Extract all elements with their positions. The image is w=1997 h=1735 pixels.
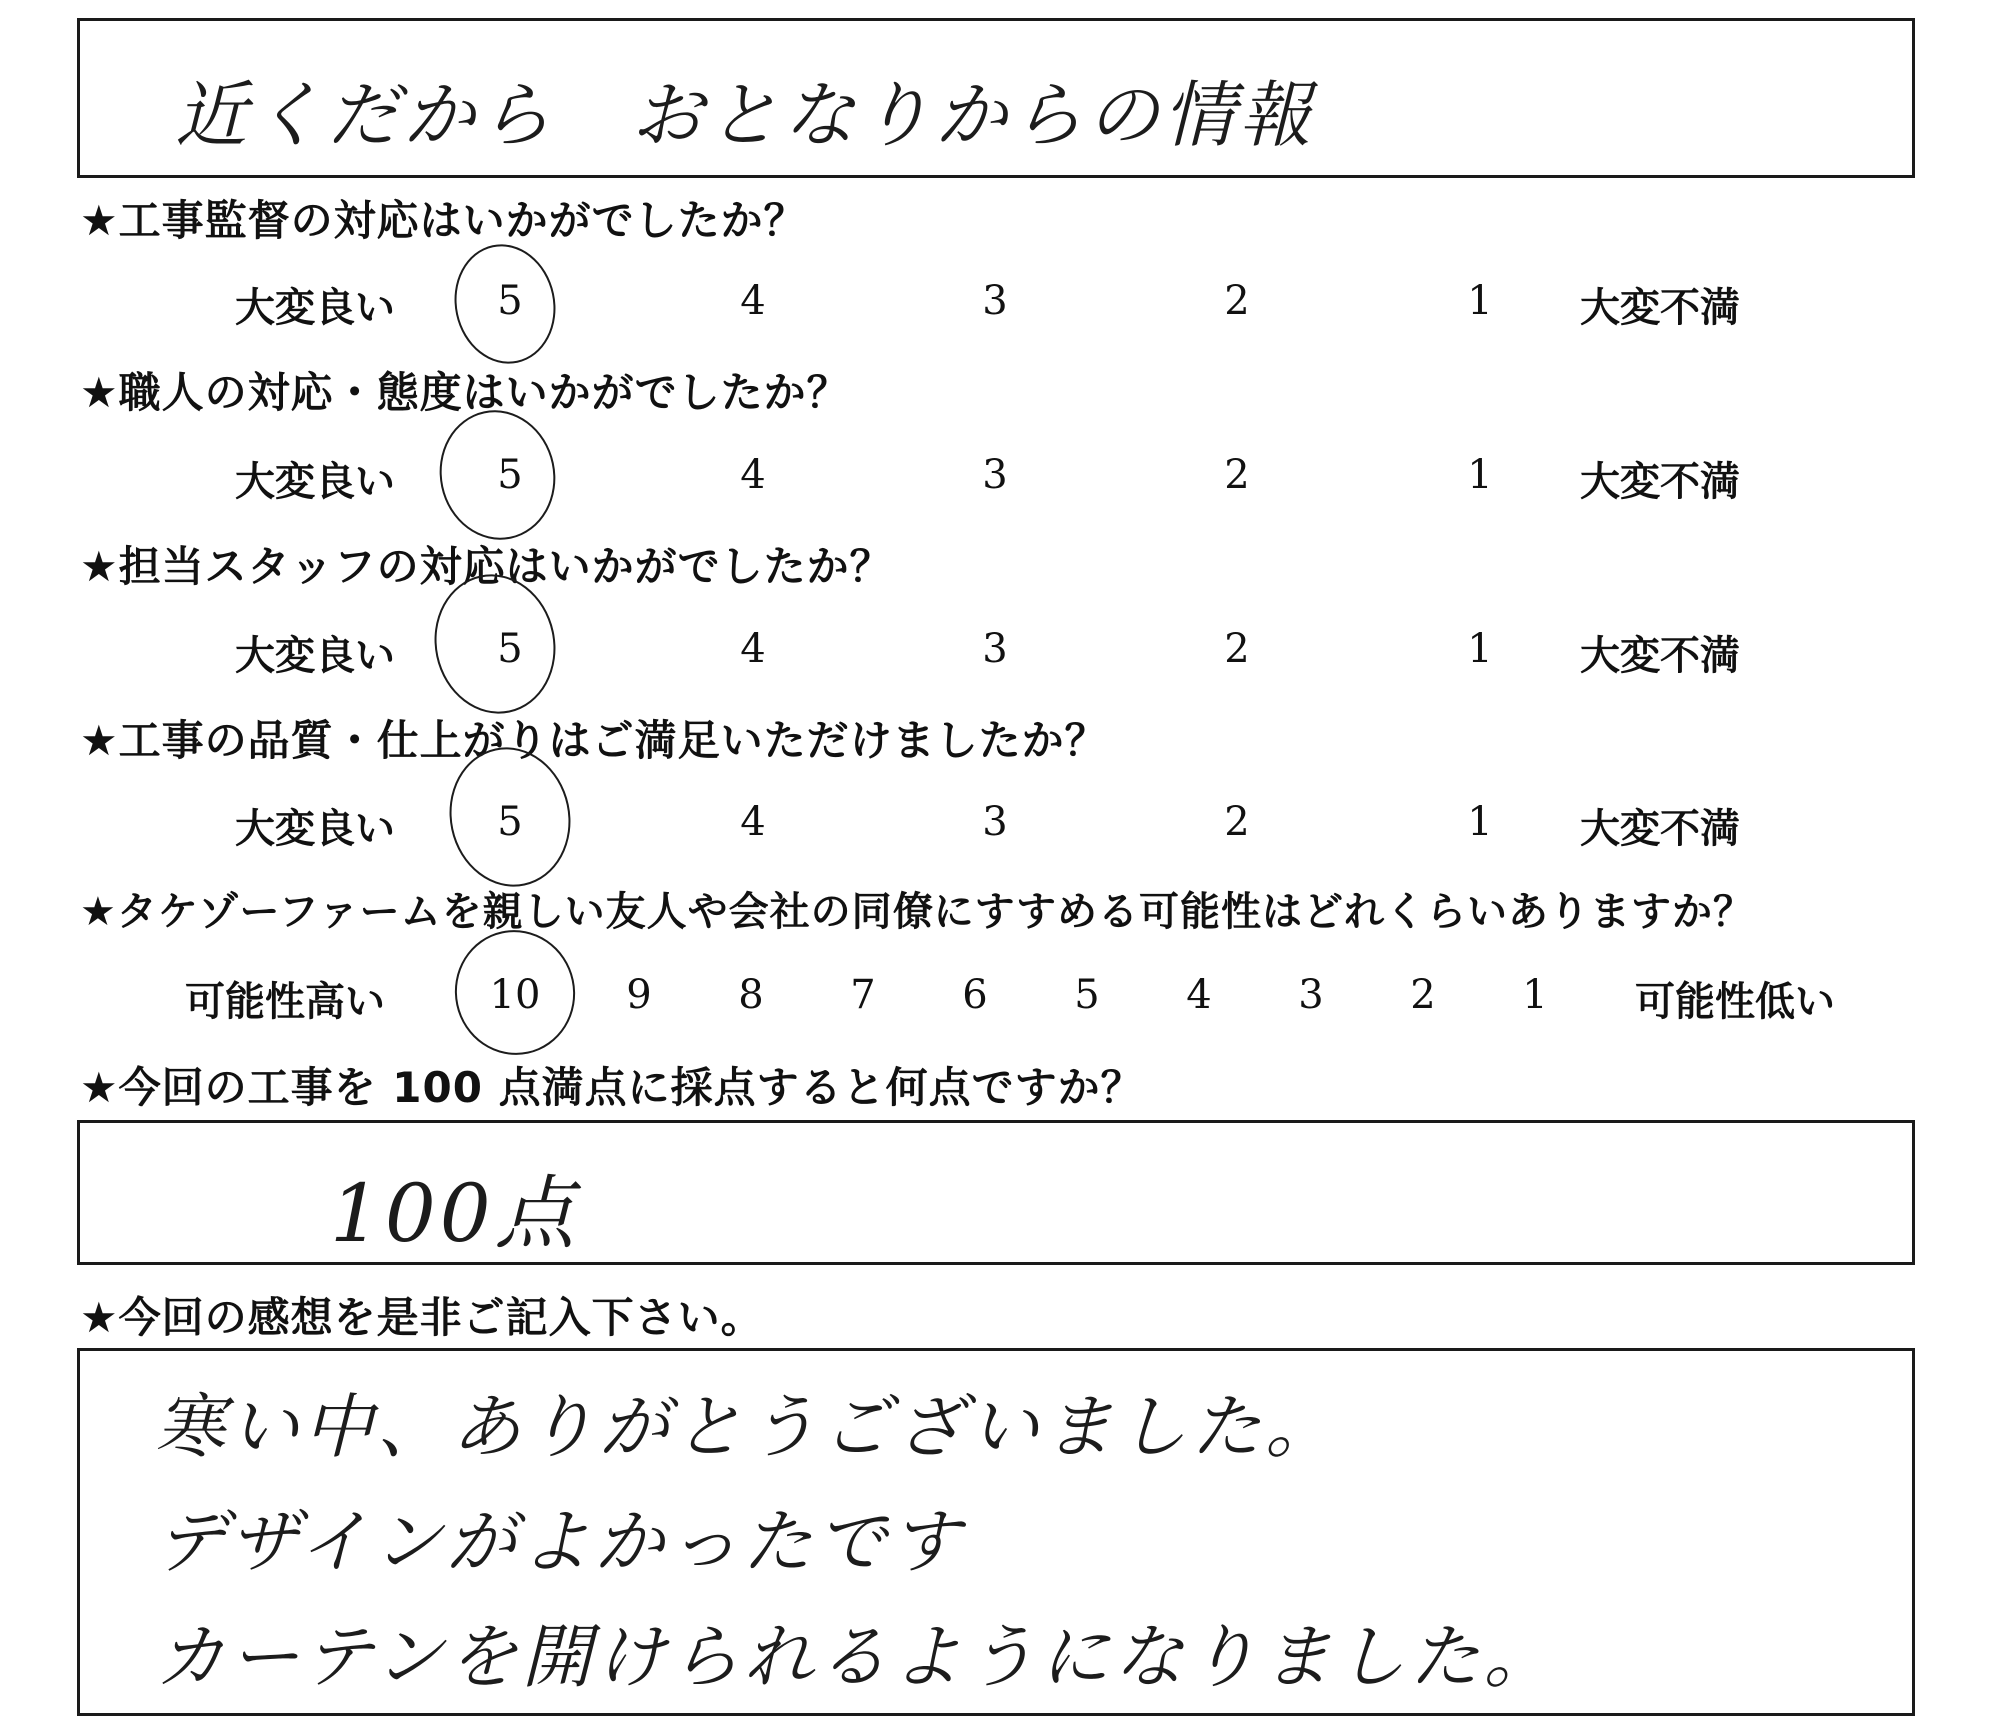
- handwritten-score: 100点: [330, 1167, 579, 1260]
- rating-option-3[interactable]: 3: [1298, 972, 1324, 1018]
- rating-option-2[interactable]: 2: [1224, 799, 1250, 845]
- rating-option-4[interactable]: 4: [740, 626, 766, 672]
- scale-left-label: 大変良い: [235, 806, 395, 852]
- selection-circle: [443, 919, 586, 1066]
- scale-right-label: 可能性低い: [1635, 979, 1835, 1025]
- rating-option-2[interactable]: 2: [1224, 452, 1250, 498]
- question-quality: ★工事の品質・仕上がりはご満足いただけましたか？: [80, 716, 1108, 765]
- rating-option-4[interactable]: 4: [740, 278, 766, 324]
- rating-option-3[interactable]: 3: [982, 452, 1008, 498]
- scale-left-label: 可能性高い: [185, 979, 385, 1025]
- answer-box-reason: [77, 18, 1915, 178]
- question-comments: ★今回の感想を是非ご記入下さい。: [80, 1293, 764, 1342]
- handwritten-comment-line-2: デザインがよかったです: [155, 1501, 965, 1583]
- rating-scale-supervisor: [0, 266, 1997, 336]
- rating-option-1[interactable]: 1: [1467, 626, 1493, 672]
- scale-left-label: 大変良い: [235, 459, 395, 505]
- scale-right-label: 大変不満: [1580, 633, 1740, 679]
- scale-right-label: 大変不満: [1580, 285, 1740, 331]
- question-supervisor: ★工事監督の対応はいかがでしたか？: [80, 196, 807, 245]
- rating-option-4[interactable]: 4: [740, 799, 766, 845]
- rating-option-2[interactable]: 2: [1224, 278, 1250, 324]
- rating-option-2[interactable]: 2: [1224, 626, 1250, 672]
- rating-option-10[interactable]: 10: [489, 972, 541, 1018]
- selection-circle: [428, 399, 568, 550]
- selection-circle: [444, 235, 567, 373]
- handwritten-comment-line-3: カーテンを開けられるようになりました。: [155, 1616, 1558, 1698]
- scale-left-label: 大変良い: [235, 633, 395, 679]
- rating-option-5[interactable]: 5: [497, 278, 523, 324]
- rating-option-9[interactable]: 9: [626, 972, 652, 1018]
- rating-option-5[interactable]: 5: [1074, 972, 1100, 1018]
- rating-option-3[interactable]: 3: [982, 799, 1008, 845]
- rating-option-4[interactable]: 4: [740, 452, 766, 498]
- question-score: ★今回の工事を 100 点満点に採点すると何点ですか？: [80, 1063, 1144, 1112]
- rating-option-2[interactable]: 2: [1410, 972, 1436, 1018]
- question-staff: ★担当スタッフの対応はいかがでしたか？: [80, 542, 893, 591]
- rating-option-1[interactable]: 1: [1467, 278, 1493, 324]
- scale-right-label: 大変不満: [1580, 806, 1740, 852]
- scale-left-label: 大変良い: [235, 285, 395, 331]
- rating-option-5[interactable]: 5: [497, 452, 523, 498]
- handwritten-answer-reason: 近くだから おとなりからの情報: [175, 73, 1316, 157]
- handwritten-comment-line-1: 寒い中、ありがとうございました。: [155, 1386, 1339, 1468]
- rating-option-3[interactable]: 3: [982, 626, 1008, 672]
- rating-option-5[interactable]: 5: [497, 626, 523, 672]
- rating-option-4[interactable]: 4: [1186, 972, 1212, 1018]
- question-craftsmen: ★職人の対応・態度はいかがでしたか？: [80, 368, 850, 417]
- rating-option-3[interactable]: 3: [982, 278, 1008, 324]
- answer-box-score: [77, 1120, 1915, 1265]
- rating-option-1[interactable]: 1: [1522, 972, 1548, 1018]
- answer-box-comments: [77, 1348, 1915, 1716]
- rating-scale-craftsmen: [0, 440, 1997, 510]
- rating-option-1[interactable]: 1: [1467, 799, 1493, 845]
- scale-right-label: 大変不満: [1580, 459, 1740, 505]
- rating-scale-staff: [0, 614, 1997, 684]
- rating-scale-recommend: [0, 960, 1997, 1030]
- rating-option-6[interactable]: 6: [962, 972, 988, 1018]
- question-recommend: ★タケゾーファームを親しい友人や会社の同僚にすすめる可能性はどれくらいありますか？: [80, 889, 1755, 935]
- rating-option-7[interactable]: 7: [850, 972, 876, 1018]
- rating-option-5[interactable]: 5: [497, 799, 523, 845]
- rating-option-8[interactable]: 8: [738, 972, 764, 1018]
- rating-scale-quality: [0, 787, 1997, 857]
- rating-option-1[interactable]: 1: [1467, 452, 1493, 498]
